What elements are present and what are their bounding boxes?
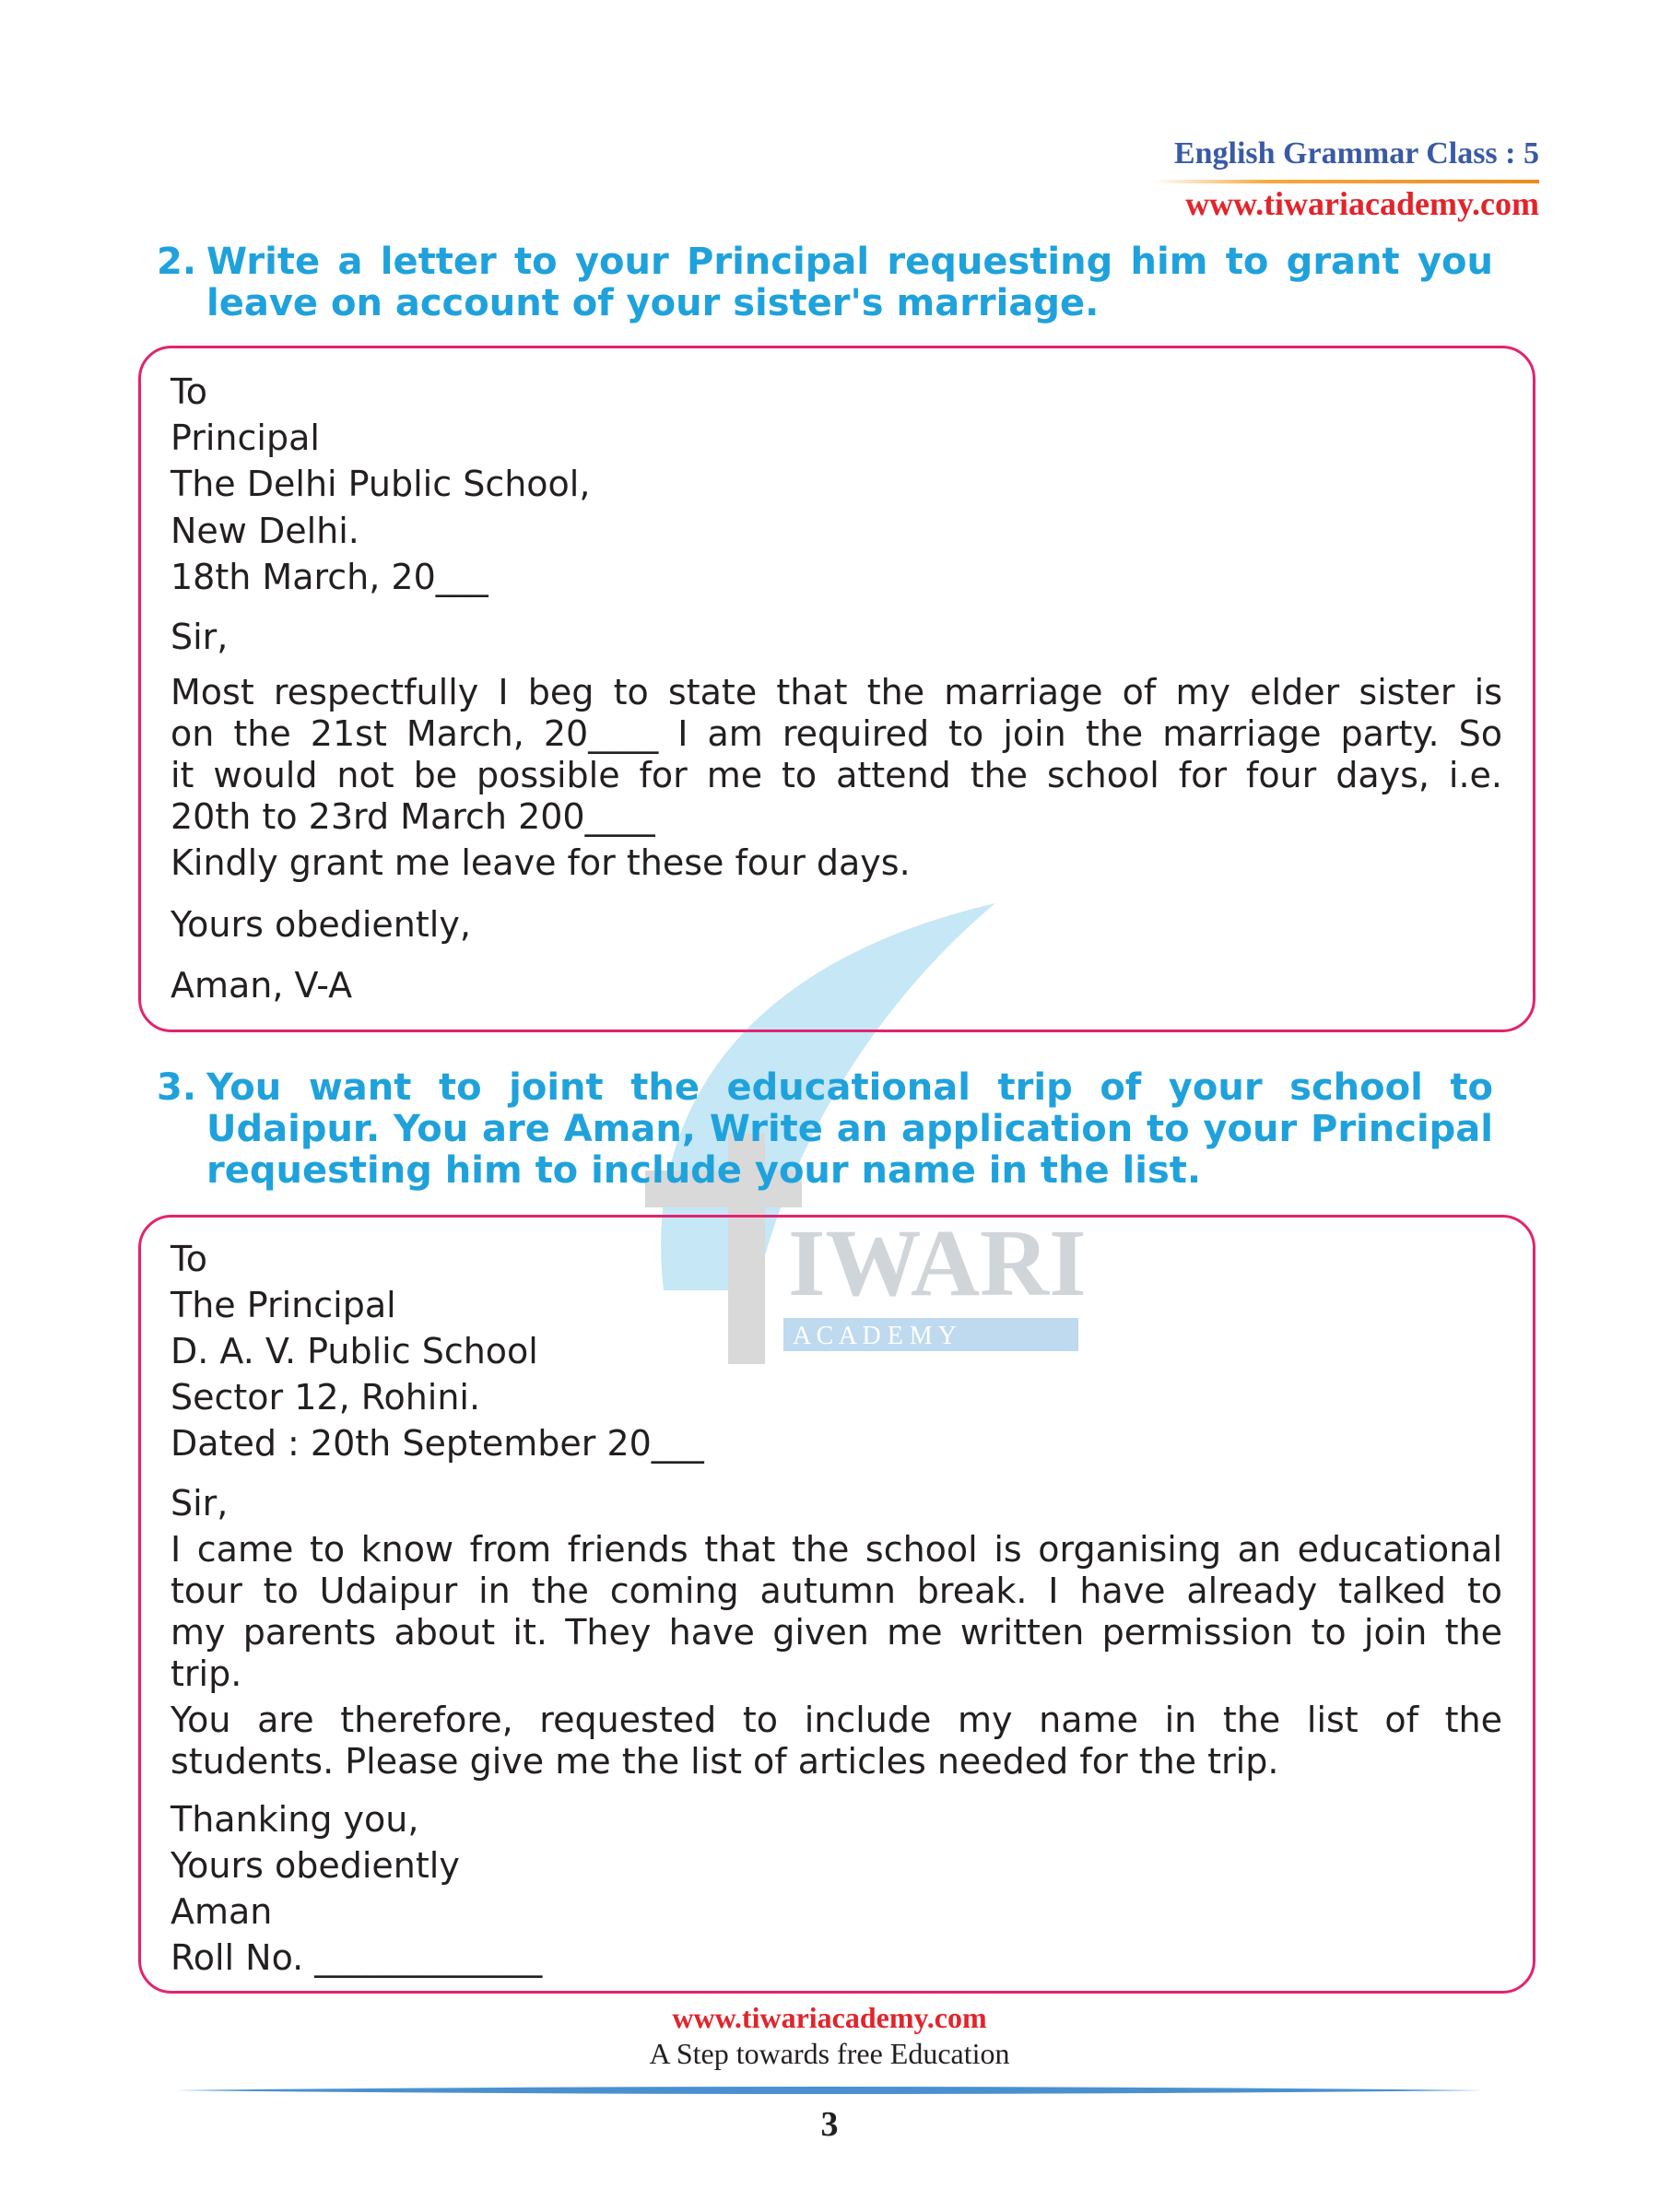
header-divider: [1152, 180, 1539, 183]
letter-school: The Delhi Public School,: [171, 464, 591, 504]
watermark-brand: IWARI: [788, 1210, 1087, 1316]
letter-date: Dated : 20th September 20___: [171, 1423, 704, 1464]
letter-body-line: it would not be possible for me to attend the school for four days, i.e.: [171, 755, 1502, 795]
letter-to: To: [171, 1239, 208, 1279]
page-number: 3: [820, 2105, 839, 2144]
letter-signature: Aman, V-A: [171, 965, 353, 1006]
letter-body-line: You are therefore, requested to include my name in the list of the: [171, 1700, 1502, 1740]
header-url[interactable]: www.tiwariacademy.com: [1185, 185, 1539, 222]
letter-body-line: on the 21st March, 20____ I am required to join the marriage party. So: [171, 713, 1502, 754]
letter-body-line: 20th to 23rd March 200____: [171, 796, 655, 837]
letter-date: 18th March, 20___: [171, 557, 488, 597]
letter-school: D. A. V. Public School: [171, 1331, 538, 1371]
letter-body-line: my parents about it. They have given me written permission to join the: [171, 1612, 1502, 1653]
question-3: [159, 1067, 1493, 1192]
question-number: 3.: [157, 1066, 197, 1109]
letter-closing: Yours obediently,: [171, 904, 471, 945]
footer-tagline: A Step towards free Education: [649, 2037, 1010, 2070]
letter-body-line: trip.: [171, 1653, 242, 1694]
letter-recipient: Principal: [171, 418, 320, 458]
letter-city: New Delhi.: [171, 511, 359, 551]
letter-city: Sector 12, Rohini.: [171, 1377, 481, 1418]
header-title: English Grammar Class : 5: [1173, 136, 1539, 171]
letter-signature: Aman: [171, 1891, 273, 1932]
letter-roll-number: Roll No. _____________: [171, 1937, 543, 1978]
question-number: 2.: [157, 241, 197, 283]
letter-body-line: students. Please give me the list of articles needed for the trip.: [171, 1741, 1279, 1782]
footer-url[interactable]: www.tiwariacademy.com: [672, 2001, 987, 2034]
letter-body-line: tour to Udaipur in the coming autumn break. I have already talked to: [171, 1571, 1502, 1611]
letter-body-line: I came to know from friends that the school is organising an educational: [171, 1529, 1502, 1570]
watermark-sub: A C A D E M Y: [793, 1322, 957, 1350]
question-text: Write a letter to your Principal requesting him to grant you leave on account of your sister's marriage.: [206, 241, 1493, 324]
letter-body-line: Kindly grant me leave for these four days.: [171, 842, 911, 883]
letter-salutation: Sir,: [171, 617, 229, 657]
letter-closing: Yours obediently: [171, 1845, 460, 1886]
letter-salutation: Sir,: [171, 1483, 229, 1524]
letter-body-line: Most respectfully I beg to state that the marriage of my elder sister is: [171, 672, 1502, 712]
footer-divider: [175, 2085, 1484, 2096]
letter-to: To: [171, 371, 208, 412]
letter-recipient: The Principal: [171, 1285, 396, 1325]
letter-closing: Thanking you,: [171, 1799, 419, 1840]
question-2: [159, 241, 1493, 324]
question-text: You want to joint the educational trip of your school to Udaipur. You are Aman, Write an application to your Principal requesting him to include your name in the list.: [206, 1066, 1493, 1192]
